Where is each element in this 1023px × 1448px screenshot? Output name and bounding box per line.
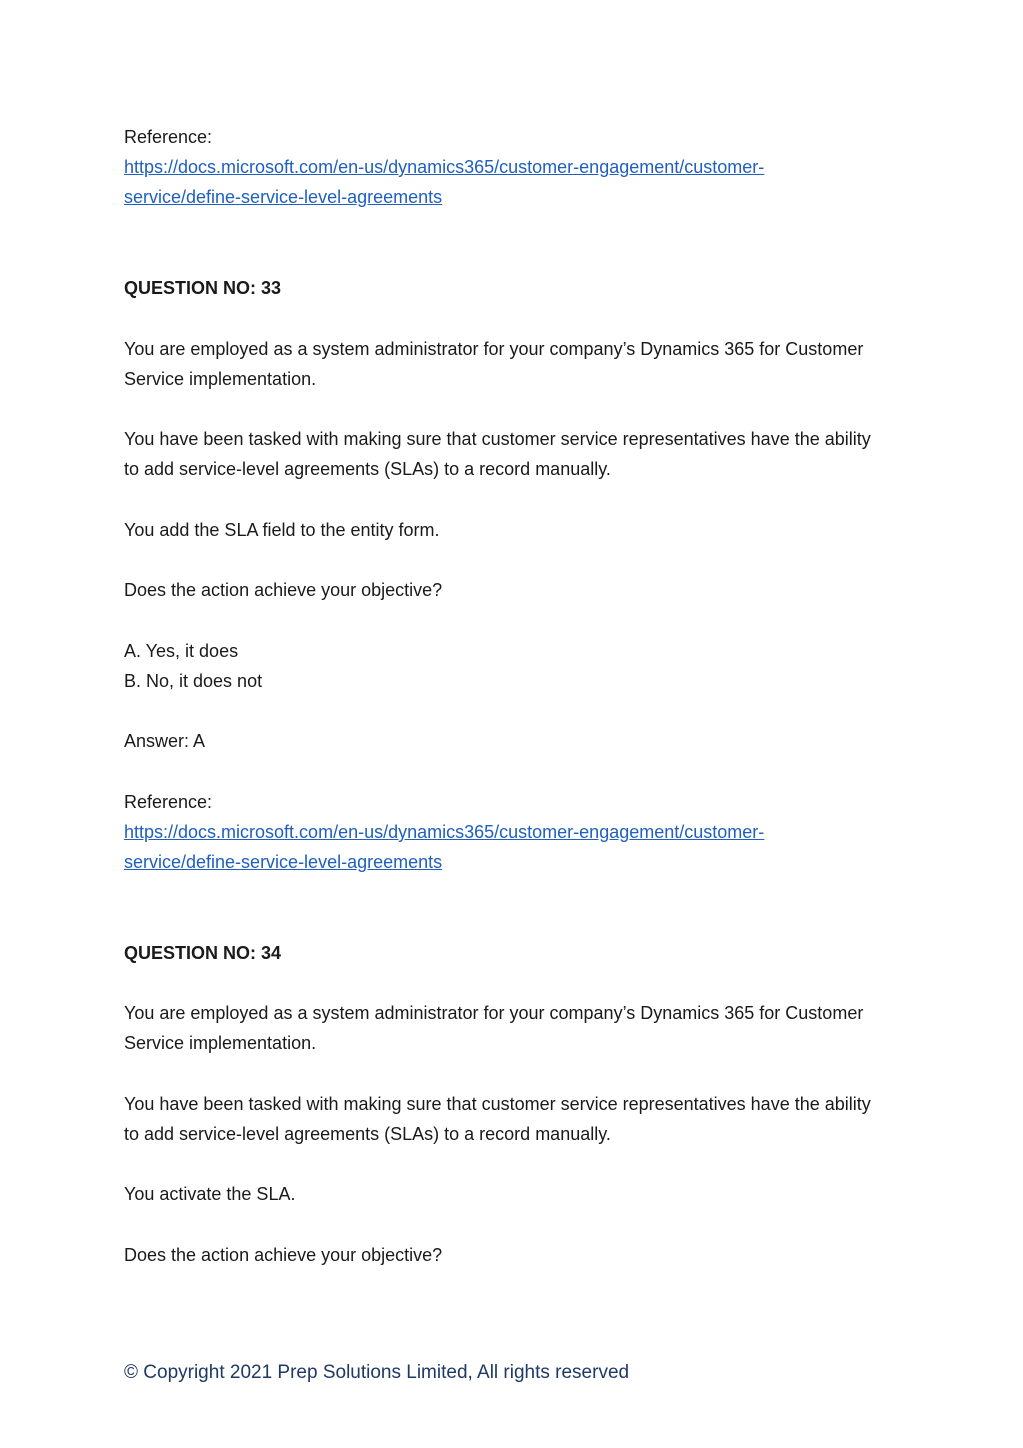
question-34-prompt: Does the action achieve your objective? <box>124 1245 443 1265</box>
question-34-action: You activate the SLA. <box>124 1184 296 1204</box>
question-34-context-line-2: Service implementation. <box>124 1033 317 1053</box>
footer-copyright: © Copyright 2021 Prep Solutions Limited, All rights reserved <box>124 1362 630 1383</box>
question-33-action: You add the SLA field to the entity form. <box>124 520 440 540</box>
question-33-context-line-1: You are employed as a system administrator for your company’s Dynamics 365 for Customer <box>124 339 864 359</box>
reference-label: Reference: <box>124 127 213 147</box>
question-34-task-line-2: to add service-level agreements (SLAs) to a record manually. <box>124 1124 611 1144</box>
question-33-reference-link-line-2[interactable]: service/define-service-level-agreements <box>124 852 443 872</box>
question-33-option-a: A. Yes, it does <box>124 641 239 661</box>
question-33-context-line-2: Service implementation. <box>124 369 317 389</box>
question-33-task-line-1: You have been tasked with making sure that customer service representatives have the ability <box>124 429 871 449</box>
question-33-option-b: B. No, it does not <box>124 671 263 691</box>
question-33-answer: Answer: A <box>124 731 206 751</box>
question-33-reference-label: Reference: <box>124 792 213 812</box>
reference-link-line-1[interactable]: https://docs.microsoft.com/en-us/dynamics365/customer-engagement/customer- <box>124 157 765 177</box>
reference-link-line-2[interactable]: service/define-service-level-agreements <box>124 187 443 207</box>
question-34-task-line-1: You have been tasked with making sure that customer service representatives have the ability <box>124 1094 871 1114</box>
question-33-prompt: Does the action achieve your objective? <box>124 580 443 600</box>
question-33-reference-link-line-1[interactable]: https://docs.microsoft.com/en-us/dynamics365/customer-engagement/customer- <box>124 822 765 842</box>
question-34-heading: QUESTION NO: 34 <box>124 943 282 963</box>
question-33-heading: QUESTION NO: 33 <box>124 278 282 298</box>
question-34-context-line-1: You are employed as a system administrator for your company’s Dynamics 365 for Customer <box>124 1003 864 1023</box>
question-33-task-line-2: to add service-level agreements (SLAs) to a record manually. <box>124 459 611 479</box>
